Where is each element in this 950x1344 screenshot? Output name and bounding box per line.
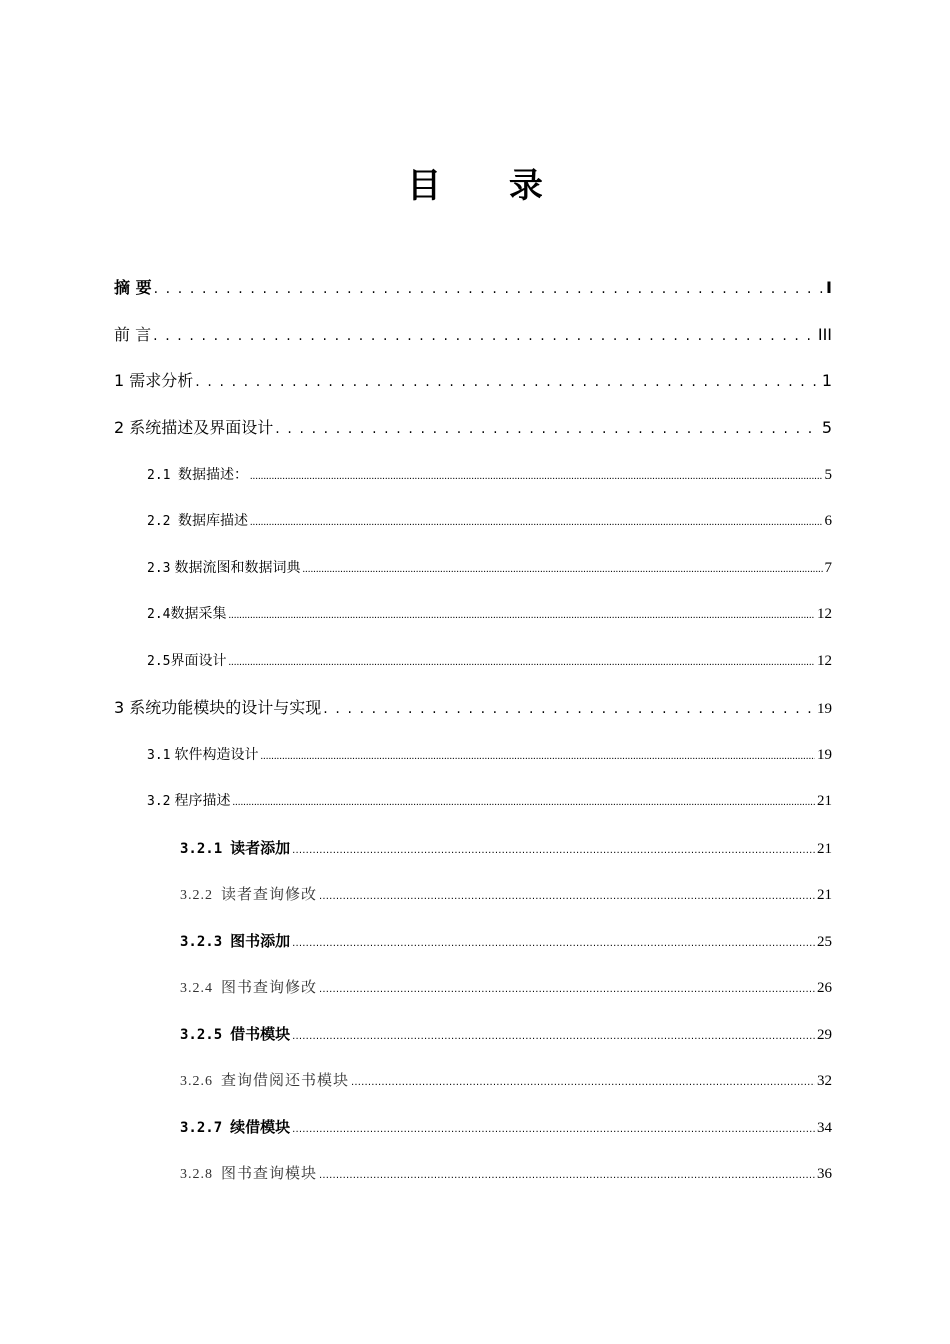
toc-page-number: 34 [817,1120,832,1136]
section-title: 读者添加 [230,839,291,857]
toc-entry-3-2[interactable] [147,789,832,813]
toc-page-number: 12 [817,606,832,622]
section-title: 程序描述 [174,794,231,809]
dot-leader [319,975,815,1002]
section-number: 3.2.4 [180,981,213,996]
toc-entry-2-5[interactable] [147,649,832,673]
toc-entry-label: 前 言 [114,325,152,344]
toc-page-number: 29 [817,1027,832,1043]
dot-leader [228,650,815,675]
dot-leader [292,929,815,956]
dot-leader [292,1022,815,1049]
section-number: 3.2.2 [180,888,213,903]
toc-entry-label: 摘 要 [114,278,152,297]
toc-entry-abstract[interactable] [114,276,832,300]
toc-entry-2-2[interactable] [147,509,832,533]
section-title: 界面设计 [170,654,227,669]
section-number: 3.2.1 [180,841,223,857]
section-number: 3.2.6 [180,1074,213,1089]
toc-entry-chapter-3[interactable] [114,696,832,720]
toc-entry-chapter-2[interactable] [114,416,832,440]
section-number: 3.2.7 [180,1120,223,1136]
section-title: 查询借阅还书模块 [221,1073,350,1089]
section-number: 3.2.3 [180,934,223,950]
dot-leader [351,1068,815,1095]
section-number: 3.1 [147,748,171,763]
toc-page-number: 36 [817,1166,832,1182]
toc-page-number: III [817,325,832,344]
toc-page-number: I [826,278,832,297]
section-title: 图书查询模块 [221,1166,318,1182]
toc-entry-3-2-3[interactable] [180,929,832,953]
dot-leader [323,696,815,721]
section-number: 3.2 [147,794,171,809]
toc-page-number: 19 [817,747,832,763]
page-title: 目 录 [407,166,571,206]
toc-entry-3-2-6[interactable] [180,1068,832,1092]
toc-entry-3-2-8[interactable] [180,1161,832,1185]
toc-entry-2-1[interactable] [147,463,832,487]
toc-entry-label: 3 系统功能模块的设计与实现 [114,698,322,717]
toc-page-number: 5 [821,418,832,437]
toc-page-number: 12 [817,653,832,669]
toc-entry-preface[interactable] [114,323,832,347]
toc-page-number: 21 [817,793,832,809]
dot-leader [153,323,816,348]
section-title: 数据采集 [170,607,227,622]
section-title: 读者查询修改 [221,887,318,903]
toc-entry-3-2-4[interactable] [180,975,832,999]
toc-page-number: 26 [817,980,832,996]
dot-leader [260,744,815,769]
dot-leader [292,1115,815,1142]
toc-entry-chapter-1[interactable] [114,369,832,393]
toc-page-number: 25 [817,934,832,950]
toc-entry-3-2-5[interactable] [180,1022,832,1046]
section-title: 软件构造设计 [174,748,259,763]
section-title: 续借模块 [230,1118,291,1136]
dot-leader [302,557,822,582]
section-number: 2.1 [147,468,171,483]
section-title: 图书添加 [230,932,291,950]
dot-leader [292,836,815,863]
toc-entry-2-4[interactable] [147,602,832,626]
section-number: 3.2.8 [180,1167,213,1182]
dot-leader [275,416,820,441]
section-title: 数据库描述 [174,514,248,529]
toc-page-number: 6 [824,513,832,529]
toc-entry-2-3[interactable] [147,556,832,580]
dot-leader [195,369,820,394]
toc-entry-label: 1 需求分析 [114,371,194,390]
toc-page-number: 21 [817,887,832,903]
toc-page-number: 7 [824,560,832,576]
dot-leader [250,464,823,489]
section-title: 借书模块 [230,1025,291,1043]
toc-entry-label: 2 系统描述及界面设计 [114,418,274,437]
dot-leader [154,276,824,301]
toc-page-number: 21 [817,841,832,857]
dot-leader [228,603,815,628]
section-title: 图书查询修改 [221,980,318,996]
section-number: 2.2 [147,514,171,529]
section-title: 数据描述： [174,468,248,483]
section-number: 2.5 [147,654,171,669]
dot-leader [319,882,815,909]
toc-page-number: 32 [817,1073,832,1089]
toc-page-number: 1 [821,371,832,390]
section-number: 2.4 [147,607,171,622]
section-number: 2.3 [147,561,171,576]
dot-leader [232,790,815,815]
toc-page-number: 19 [817,701,832,717]
toc-page-number: 5 [824,467,832,483]
toc-entry-3-2-2[interactable] [180,882,832,906]
dot-leader [250,510,823,535]
dot-leader [319,1161,815,1188]
toc-entry-3-1[interactable] [147,743,832,767]
toc-entry-3-2-7[interactable] [180,1115,832,1139]
toc-entry-3-2-1[interactable] [180,836,832,860]
section-number: 3.2.5 [180,1027,223,1043]
section-title: 数据流图和数据词典 [174,561,301,576]
